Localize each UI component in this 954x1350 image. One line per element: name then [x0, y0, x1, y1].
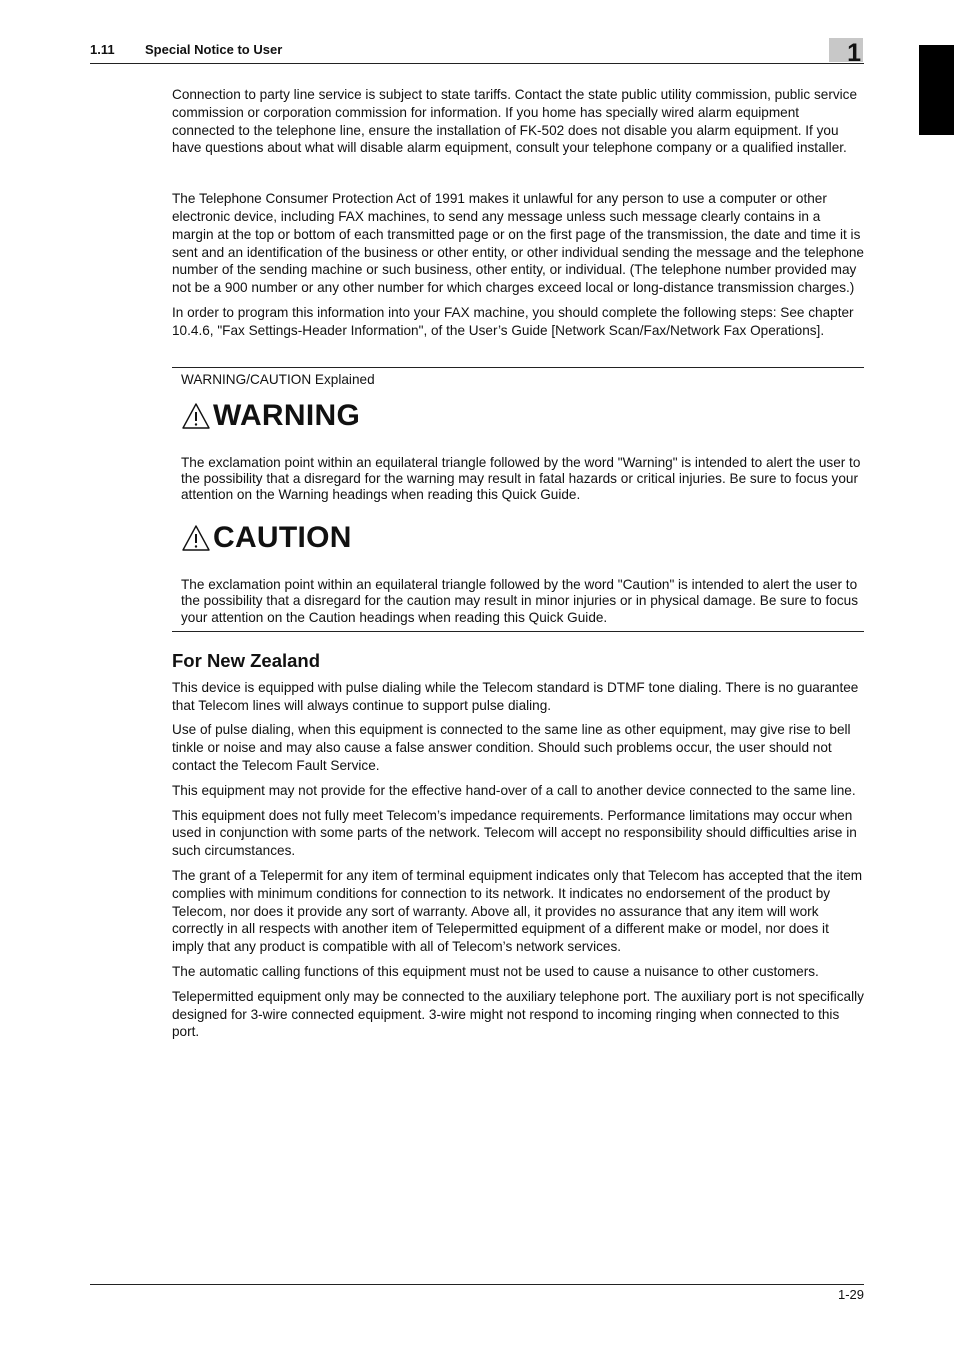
nz-paragraph: This equipment may not provide for the effective hand-over of a call to another device connected to the same line. [172, 782, 856, 798]
section-number: 1.11 [90, 42, 115, 57]
page-header [90, 42, 864, 66]
notice-box-label: WARNING/CAUTION Explained [181, 371, 375, 387]
chapter-side-tab [919, 45, 954, 135]
warning-word: WARNING [213, 398, 361, 432]
warning-description: The exclamation point within an equilateral triangle followed by the word "Warning" is intended to alert the user to the possibility that a disregard for the warning may result in fatal hazards or critical injuries. Be sure to focus your attention on the Warning headings when reading this Quick Guide. [181, 454, 861, 502]
paragraph-fax-header: In order to program this information into your FAX machine, you should complete the following steps: See chapter 10.4.6, "Fax Settings-Header Information", of the User’s Guide [Network Scan/Fax/Network Fax Operations]. [172, 304, 854, 338]
header-rule [90, 63, 864, 64]
caution-triangle-icon [181, 524, 211, 552]
footer-rule [90, 1284, 864, 1285]
spacer [172, 164, 864, 190]
caution-word: CAUTION [213, 521, 352, 555]
warning-caution-box [172, 367, 864, 632]
section-title: Special Notice to User [145, 42, 283, 57]
nz-section-heading: For New Zealand [172, 649, 321, 671]
nz-paragraph: This device is equipped with pulse dialing while the Telecom standard is DTMF tone dialing. There is no guarantee that Telecom lines will always continue to support pulse dialing. [172, 679, 859, 713]
paragraph-party-line: Connection to party line service is subject to state tariffs. Contact the state public utility commission, public service commission or corporation commission for information. If you home has specially wired alarm equipment connected to the telephone line, ensure the installation of FK-502 does not disable you alarm equipment. If you have questions about what will disable alarm equipment, consult your telephone company or a qualified installer. [172, 87, 858, 156]
warning-triangle-icon [181, 402, 211, 430]
nz-paragraph: Use of pulse dialing, when this equipment is connected to the same line as other equipment, may give rise to bell tinkle or noise and may also cause a false answer condition. Should such problems occur, the user should not contact the Telecom Fault Service. [172, 722, 851, 773]
paragraph-tcpa: The Telephone Consumer Protection Act of 1991 makes it unlawful for any person to use a computer or other electronic device, including FAX machines, to send any message unless such message clearly contains in a margin at the top or bottom of each transmitted page or on the first page of the transmission, the date and time it is sent and an identification of the business or other entity, or other individual sending the message and the telephone number of the sending machine or such business, other entity, or individual. (The telephone number provided may not be a 900 number or any other number for which charges exceed local or long-distance transmission charges.) [172, 191, 864, 296]
main-content [172, 86, 864, 1048]
nz-paragraph: This equipment does not fully meet Telecom’s impedance requirements. Performance limitations may occur when used in conjunction with some parts of the network. Telecom will accept no responsibility should difficulties arise in such circumstances. [172, 807, 857, 859]
warning-heading [181, 391, 864, 441]
caution-heading [181, 513, 864, 563]
caution-description: The exclamation point within an equilateral triangle followed by the word "Caution" is intended to alert the user to the possibility that a disregard for the caution may result in minor injuries or in physical damage. Be sure to focus your attention on the Caution headings when reading this Quick Guide. [181, 577, 858, 625]
nz-paragraph: The automatic calling functions of this equipment must not be used to cause a nuisance to other customers. [172, 963, 819, 979]
page-footer [90, 1284, 864, 1302]
nz-paragraph: The grant of a Telepermit for any item of terminal equipment indicates only that Telecom has accepted that the item complies with minimum conditions for connection to its network. It indicates no endorsement of the product by Telecom, nor does it provide any sort of warranty. Above all, it provides no assurance that any item will work correctly in all respects with another item of Telepermitted equipment of a different make or model, nor does it imply that any product is compatible with all of Telecom’s network services. [172, 867, 863, 955]
chapter-number-box: 1 [829, 38, 863, 62]
page-number: 1-29 [837, 1287, 864, 1302]
nz-paragraph: Telepermitted equipment only may be connected to the auxiliary telephone port. The auxiliary port is not specifically designed for 3-wire connected equipment. 3-wire might not respond to incoming ringing when connected to this port. [172, 988, 864, 1040]
